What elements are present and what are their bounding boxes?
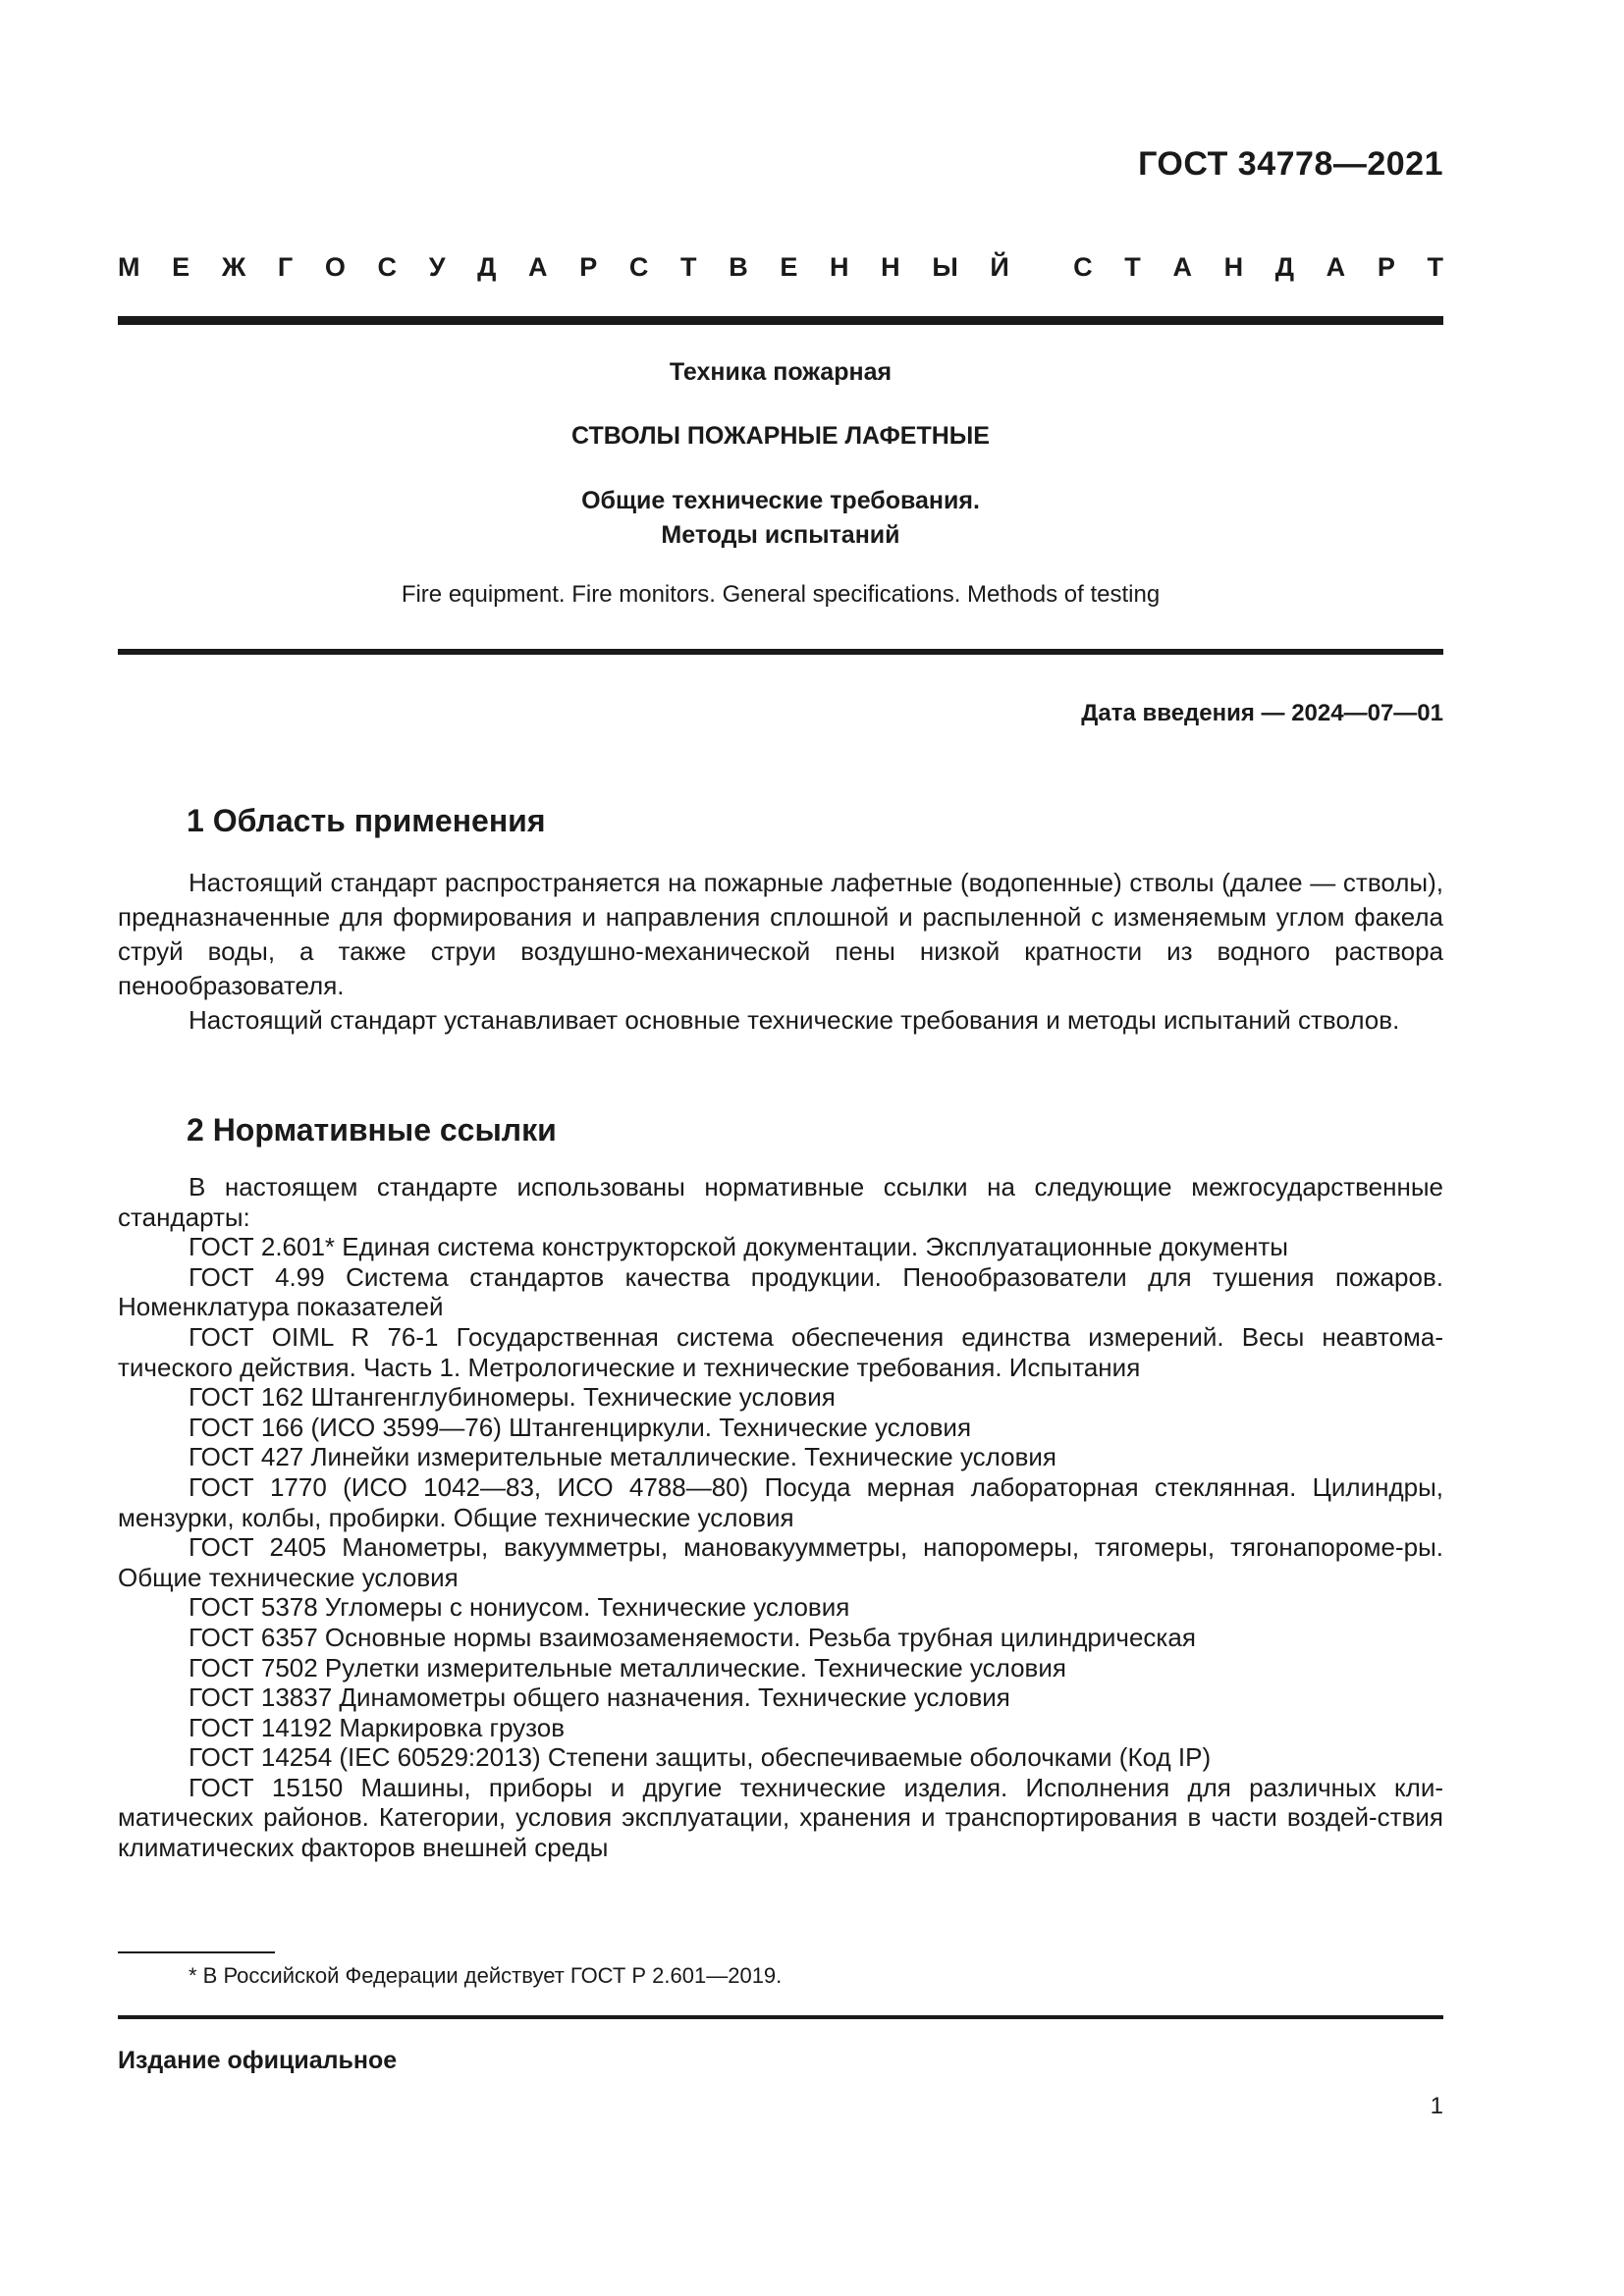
reference-item: ГОСТ 15150 Машины, приборы и другие технические изделия. Исполнения для различных кли-матических районов. Категории, условия эксплуатации, хранения и транспортирования в части воздей-ствия климатических факторов внешней среды	[118, 1772, 1443, 1863]
reference-item: ГОСТ OIML R 76-1 Государственная система обеспечения единства измерений. Весы неавтома-тического действия. Часть 1. Метрологические и технические требования. Испытания	[118, 1321, 1443, 1382]
reference-item: ГОСТ 5378 Угломеры с нониусом. Технические условия	[189, 1592, 850, 1623]
standard-type-letter: М	[118, 252, 140, 282]
reference-item: ГОСТ 14192 Маркировка грузов	[189, 1712, 566, 1742]
standard-type-letter: Т	[1124, 252, 1141, 282]
document-subject: Техника пожарная	[669, 358, 893, 386]
standard-type-letter: А	[1326, 252, 1346, 282]
standard-type-letter: Е	[172, 252, 190, 282]
standard-type-letter: С	[377, 252, 398, 282]
section-heading-normative-references: 2 Нормативные ссылки	[187, 1112, 557, 1148]
header-divider	[118, 316, 1443, 325]
reference-item: ГОСТ 162 Штангенглубиномеры. Технические условия	[189, 1382, 836, 1413]
standard-type-letter: Д	[477, 252, 497, 282]
section-heading-scope: 1 Область применения	[187, 803, 546, 838]
standard-type-letter: С	[1073, 252, 1093, 282]
standard-type-letter: Р	[579, 252, 598, 282]
standard-type-letter: Н	[1223, 252, 1244, 282]
document-title-english: Fire equipment. Fire monitors. General specifications. Methods of testing	[401, 581, 1161, 608]
reference-item: ГОСТ 4.99 Система стандартов качества продукции. Пенообразователи для тушения пожаров. Номенклатура показателей	[118, 1261, 1443, 1322]
title-divider	[118, 649, 1443, 655]
standard-type-letter: В	[729, 252, 748, 282]
document-subtitle	[118, 484, 1443, 553]
paragraph: В настоящем стандарте использованы нормативные ссылки на следующие межгосударственные стандарты:	[118, 1172, 1443, 1232]
reference-item: ГОСТ 6357 Основные нормы взаимозаменяемости. Резьба трубная цилиндрическая	[189, 1622, 1196, 1652]
reference-item: ГОСТ 2405 Манометры, вакуумметры, мановакуумметры, напоромеры, тягомеры, тягонапороме-ры. Общие технические условия	[118, 1532, 1443, 1592]
page-number: 1	[1430, 2093, 1443, 2119]
document-title: СТВОЛЫ ПОЖАРНЫЕ ЛАФЕТНЫЕ	[571, 422, 990, 450]
reference-item: ГОСТ 2.601* Единая система конструкторской документации. Эксплуатационные документы	[189, 1232, 1288, 1262]
standard-type-letter: Е	[780, 252, 798, 282]
section-body-scope	[118, 866, 1443, 1038]
standard-type-letter: С	[628, 252, 649, 282]
standard-type-letter: У	[428, 252, 446, 282]
reference-item: ГОСТ 427 Линейки измерительные металлические. Технические условия	[189, 1442, 1056, 1472]
reference-item: ГОСТ 13837 Динамометры общего назначения. Технические условия	[189, 1682, 1010, 1713]
reference-item: ГОСТ 166 (ИСО 3599—76) Штангенциркули. Технические условия	[189, 1412, 972, 1442]
standard-type-letter: Н	[881, 252, 900, 282]
standard-type-letter: А	[528, 252, 548, 282]
document-page	[118, 0, 1443, 2296]
subtitle-line: Общие технические требования.	[581, 487, 980, 514]
standard-type-letter: Т	[1427, 252, 1443, 282]
paragraph: Настоящий стандарт устанавливает основные технические требования и методы испытаний стволов.	[189, 1005, 1400, 1035]
footer-divider	[118, 2015, 1443, 2019]
standard-type-letter: Г	[277, 252, 294, 282]
standard-type-letter: О	[324, 252, 346, 282]
standard-type-letter: Н	[830, 252, 849, 282]
subtitle-line: Методы испытаний	[661, 521, 900, 549]
standard-type-letter: Т	[680, 252, 697, 282]
footnote-divider	[118, 1951, 275, 1953]
reference-item: ГОСТ 14254 (IEC 60529:2013) Степени защиты, обеспечиваемые оболочками (Код IP)	[189, 1742, 1212, 1773]
edition-label: Издание официальное	[118, 2047, 398, 2074]
standard-type-heading	[118, 252, 1443, 283]
reference-item: ГОСТ 1770 (ИСО 1042—83, ИСО 4788—80) Посуда мерная лабораторная стеклянная. Цилиндры, мензурки, колбы, пробирки. Общие технические условия	[118, 1471, 1443, 1532]
paragraph: Настоящий стандарт распространяется на пожарные лафетные (водопенные) стволы (далее — стволы), предназначенные для формирования и направления сплошной и распыленной с изменяемым углом факела струй воды, а также струи воздушно-механической пены низкой кратности из водного раствора пенообразователя.	[118, 868, 1443, 1000]
reference-item: ГОСТ 7502 Рулетки измерительные металлические. Технические условия	[189, 1652, 1066, 1682]
standard-type-letter: А	[1172, 252, 1192, 282]
standard-type-letter: Ж	[221, 252, 246, 282]
standard-type-letter: Р	[1377, 252, 1395, 282]
standard-type-letter: Д	[1274, 252, 1295, 282]
introduction-date: Дата введения — 2024—07—01	[1081, 700, 1443, 726]
document-number: ГОСТ 34778—2021	[1138, 145, 1443, 183]
footnote: * В Российской Федерации действует ГОСТ Р 2.601—2019.	[189, 1963, 783, 1988]
standard-type-letter: Й	[990, 252, 1009, 282]
section-body-normative-references	[118, 1172, 1443, 1863]
standard-type-letter: Ы	[932, 252, 958, 282]
